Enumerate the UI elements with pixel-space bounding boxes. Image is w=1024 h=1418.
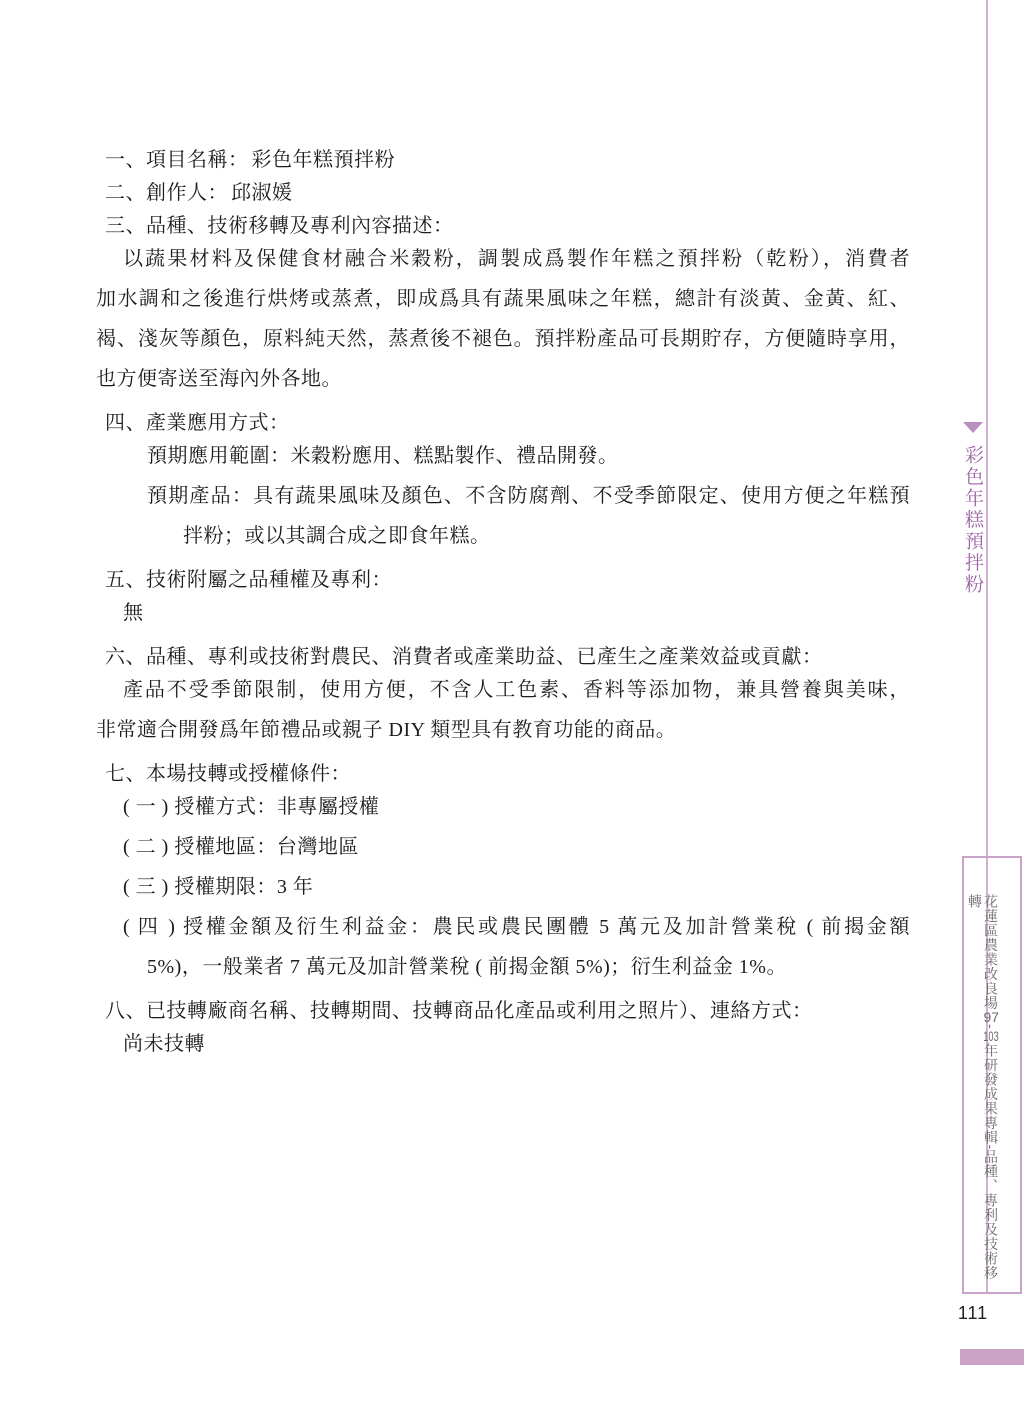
list-item: ( 三 ) 授權期限：3 年 bbox=[123, 876, 314, 898]
section-2-label: 二、創作人： bbox=[105, 182, 228, 204]
series-part1: 花蓮區農業改良場 bbox=[983, 894, 999, 1010]
paragraph-line: 以蔬果材料及保健食材融合米穀粉，調製成爲製作年糕之預拌粉（乾粉），消費者 bbox=[123, 248, 910, 270]
document-page bbox=[96, 140, 910, 1064]
triangle-down-icon bbox=[963, 422, 983, 433]
paragraph-line: 預期產品：具有蔬果風味及顏色、不含防腐劑、不受季節限定、使用方便之年糕預 bbox=[147, 485, 910, 507]
paragraph-line: 褐、淺灰等顏色，原料純天然，蒸煮後不褪色。預拌粉產品可長期貯存，方便隨時享用， bbox=[96, 328, 910, 350]
paragraph-line: 拌粉；或以其調合成之即食年糕。 bbox=[183, 525, 491, 547]
section-6-heading: 六、品種、專利或技術對農民、消費者或產業助益、已產生之產業效益或貢獻： bbox=[105, 646, 823, 668]
section-7-heading: 七、本場技轉或授權條件： bbox=[105, 763, 351, 785]
section-3-heading: 三、品種、技術移轉及專利內容描述： bbox=[105, 215, 454, 237]
series-dash: - bbox=[983, 1024, 999, 1030]
paragraph-line: 加水調和之後進行烘烤或蒸煮，即成爲具有蔬果風味之年糕，總計有淡黃、金黃、紅、 bbox=[96, 288, 910, 310]
list-item-continuation: 5%)，一般業者 7 萬元及加計營業稅 ( 前揭金額 5%)；衍生利益金 1%。 bbox=[147, 956, 787, 978]
section-5-value: 無 bbox=[123, 602, 144, 624]
paragraph-line: 預期應用範圍：米穀粉應用、糕點製作、禮品開發。 bbox=[147, 445, 619, 467]
section-1-label: 一、項目名稱： bbox=[105, 149, 249, 171]
series-year-end: 103 bbox=[983, 1029, 999, 1044]
section-2-value: 邱淑媛 bbox=[231, 182, 293, 204]
paragraph-line: 也方便寄送至海內外各地。 bbox=[96, 368, 342, 390]
section-8-heading: 八、已技轉廠商名稱、技轉期間、技轉商品化產品或利用之照片）、連絡方式： bbox=[105, 1000, 813, 1022]
section-1-value: 彩色年糕預拌粉 bbox=[251, 149, 395, 171]
section-5-heading: 五、技術附屬之品種權及專利： bbox=[105, 569, 392, 591]
list-item: ( 二 ) 授權地區：台灣地區 bbox=[123, 836, 359, 858]
list-item: ( 一 ) 授權方式：非專屬授權 bbox=[123, 796, 380, 818]
chapter-spine-title: 彩色年糕預拌粉 bbox=[962, 445, 983, 596]
section-4-heading: 四、產業應用方式： bbox=[105, 412, 290, 434]
paragraph-line: 非常適合開發爲年節禮品或親子 DIY 類型具有教育功能的商品。 bbox=[96, 719, 677, 741]
paragraph-line: 產品不受季節限制，使用方便，不含人工色素、香料等添加物，兼具營養與美味， bbox=[123, 679, 910, 701]
footer-accent-bar bbox=[960, 1349, 1024, 1365]
page-number: 111 bbox=[957, 1303, 989, 1323]
series-spine-text bbox=[967, 894, 999, 1294]
section-8-value: 尚未技轉 bbox=[123, 1033, 205, 1055]
series-year-start: 97 bbox=[983, 1010, 999, 1024]
series-part2: 年研發成果專輯-品種、專利及技術移轉 bbox=[967, 894, 999, 1281]
list-item: ( 四 ) 授權金額及衍生利益金：農民或農民團體 5 萬元及加計營業稅 ( 前揭金額 bbox=[123, 916, 910, 938]
